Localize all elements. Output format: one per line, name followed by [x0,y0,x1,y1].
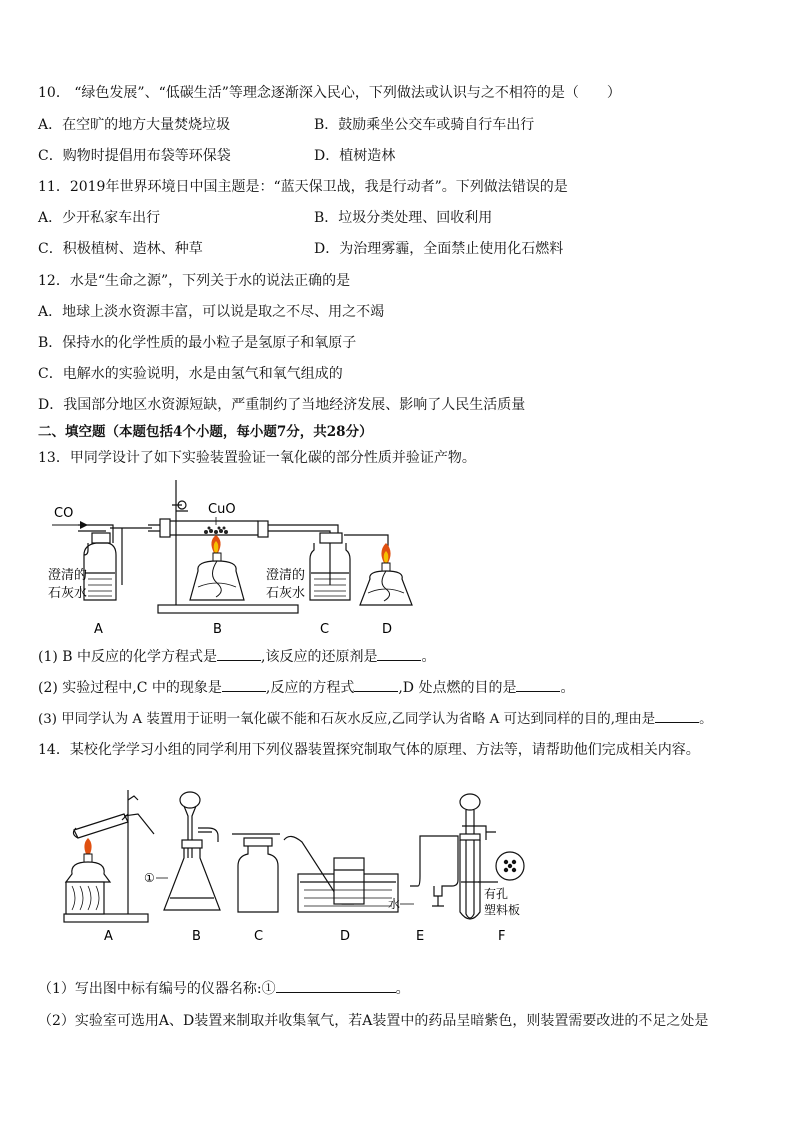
q12-option-c: C．电解水的实验说明，水是由氢气和氧气组成的 [38,366,343,382]
bottle-c-label-line2: 石灰水 [266,586,306,601]
q12-option-d: D．我国部分地区水资源短缺，严重制约了当地经济发展、影响了人民生活质量 [38,397,526,413]
cuo-powder [204,527,228,535]
figure-label-e: E [416,929,425,944]
figure-label-b: B [192,929,201,944]
figure-label-a: A [104,929,113,944]
q13-part1 [38,646,435,666]
q13-blank-6[interactable] [655,710,699,723]
q14-blank-1[interactable] [276,980,396,993]
q13-part3-text-a: (3) 甲同学认为 A 装置用于证明一氧化碳不能和石灰水反应,乙同学认为省略 A 可达到同样的目的,理由是 [38,712,656,727]
figure-label-a: A [94,622,103,637]
q14-part1-text-a: （1）写出图中标有编号的仪器名称:① [38,981,276,997]
apparatus-b [164,792,220,910]
apparatus-e [410,836,458,906]
bottle-a-label-line1: 澄清的 [48,568,88,583]
q13-part3 [38,708,713,727]
q13-part1-text-c: 。 [421,649,436,665]
co-label: CO [54,506,74,521]
q13-part2-text-c: ,D 处点燃的目的是 [398,680,517,696]
bottle-a-label-line2: 石灰水 [48,586,88,601]
apparatus-a-lamp [66,838,110,914]
q13-blank-2[interactable] [377,648,421,661]
q13-part2-text-a: (2) 实验过程中,C 中的现象是 [38,680,222,696]
plate-label-line1: 有孔 [484,887,509,901]
figure-label-c: C [254,929,264,944]
q11-option-c: C．积极植树、造林、种草 [38,241,203,257]
q13-apparatus-figure [48,475,438,640]
water-label: 水 [388,897,401,911]
bottle-a [78,525,152,600]
q14-stem: 14．某校化学学习小组的同学利用下列仪器装置探究制取气体的原理、方法等，请帮助他们完成相关内容。 [38,742,700,758]
q11-stem: 11．2019年世界环境日中国主题是：“蓝天保卫战，我是行动者”。下列做法错误的是 [38,179,568,195]
figure-label-f: F [498,929,506,944]
q10-option-b: B．鼓励乘坐公交车或骑自行车出行 [314,117,535,133]
plate-label-line2: 塑料板 [484,903,521,917]
q12-option-b: B．保持水的化学性质的最小粒子是氢原子和氧原子 [38,335,357,351]
q10-option-d: D．植树造林 [314,148,396,164]
figure-label-d: D [340,929,351,944]
q11-option-b: B．垃圾分类处理、回收利用 [314,210,493,226]
q13-part2-text-b: ,反应的方程式 [265,680,355,696]
q14-part1 [38,978,410,998]
q12-stem: 12．水是“生命之源”，下列关于水的说法正确的是 [38,273,351,289]
bottle-a-liquid [88,579,112,596]
figure-label-d: D [382,622,393,637]
figure-label-b: B [213,622,222,637]
q12-option-a: A．地球上淡水资源丰富，可以说是取之不尽、用之不竭 [38,304,385,320]
q13-stem: 13．甲同学设计了如下实验装置验证一氧化碳的部分性质并验证产物。 [38,450,476,466]
q10-option-c: C．购物时提倡用布袋等环保袋 [38,148,231,164]
section-heading: 二、填空题（本题包括4个小题，每小题7分，共28分） [38,424,373,440]
q14-apparatus-figure [58,786,548,946]
q10-stem: 10． “绿色发展”、“低碳生活”等理念逐渐深入民心，下列做法或认识与之不相符的是（ ） [38,85,621,101]
q11-option-a: A．少开私家车出行 [38,210,161,226]
q14-part1-text-b: 。 [395,981,410,997]
combustion-tube-b [148,519,286,537]
alcohol-lamp-b [190,535,244,600]
bottle-c-label-line1: 澄清的 [266,568,306,583]
q14-part2: （2）实验室可选用A、D装置来制取并收集氧气，若A装置中的药品呈暗紫色，则装置需要改进的不足之处是 [38,1013,709,1029]
alcohol-lamp-d [360,543,412,605]
q11-option-d: D．为治理雾霾，全面禁止使用化石燃料 [314,241,564,257]
cuo-label: CuO [208,502,236,517]
q10-option-a: A．在空旷的地方大量焚烧垃圾 [38,117,231,133]
apparatus-b-mark-1: ① [144,871,155,885]
apparatus-d [284,836,401,912]
q13-part2 [38,677,574,697]
q13-blank-1[interactable] [217,648,261,661]
q13-blank-5[interactable] [516,679,560,692]
q13-part1-text-b: ,该反应的还原剂是 [261,649,378,665]
q13-part1-text-a: (1) B 中反应的化学方程式是 [38,649,218,665]
q13-blank-3[interactable] [222,679,266,692]
q13-part3-text-b: 。 [699,712,713,727]
q13-part2-text-d: 。 [560,680,575,696]
apparatus-c [232,834,280,912]
q13-blank-4[interactable] [354,679,398,692]
figure-label-c: C [320,622,330,637]
